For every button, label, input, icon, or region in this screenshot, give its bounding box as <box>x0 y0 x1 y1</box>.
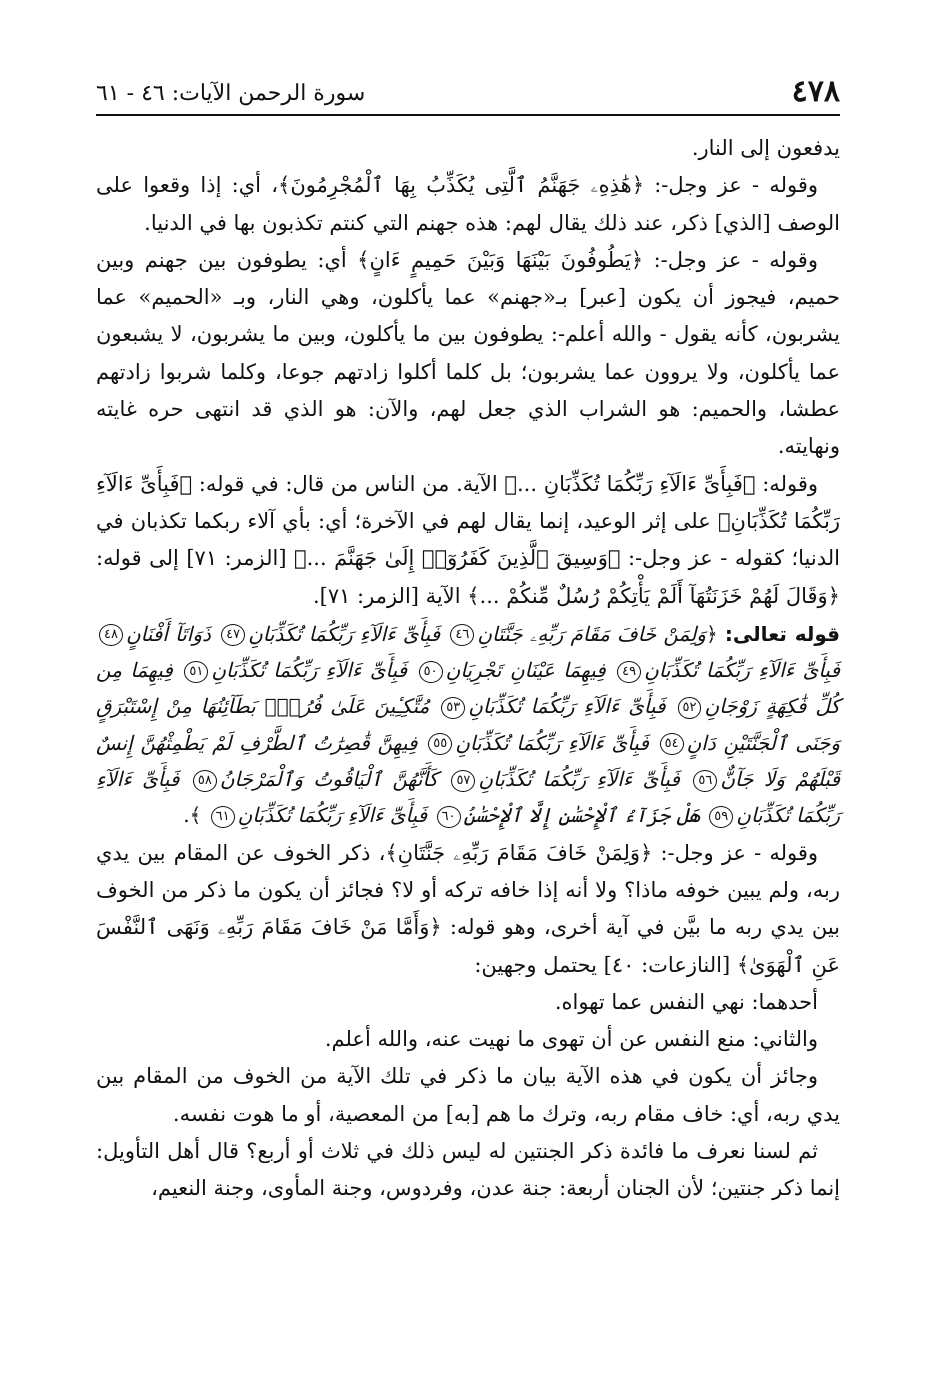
paragraph: أحدهما: نهي النفس عما تهواه. <box>554 989 818 1014</box>
verse-close-bracket: ﴾. <box>183 803 202 828</box>
verse-text: فَبِأَىِّ ءَالَآءِ رَبِّكُمَا تُكَذِّبَانِ <box>644 658 841 683</box>
verse-text: مُتَّكِـِٔينَ عَلَىٰ فُرُشٍۭ بَطَآئِنُهَا مِنْ إِسْتَبْرَقٍ وَجَنَى ٱلْجَنَّتَيْنِ دَانٍ <box>96 694 841 755</box>
verse-open-bracket: ﴿ <box>705 621 718 646</box>
quran-verses-block <box>96 616 840 834</box>
verse-text: فَبِأَىِّ ءَالَآءِ رَبِّكُمَا تُكَذِّبَانِ <box>468 694 666 719</box>
paragraph: وجائز أن يكون في هذه الآية بيان ما ذكر في تلك الآية من الخوف من المقام بين يدي ربه، أي: خاف مقام ربه، وترك ما هم [به] من المعصية، أو ما هوت نفسه. <box>96 1064 840 1126</box>
verse-number-badge: ٥٢ <box>678 697 702 719</box>
verse-number-badge: ٥٤ <box>660 733 684 755</box>
verse-number-badge: ٥٠ <box>419 661 443 683</box>
verse-number-badge: ٥٩ <box>709 806 733 828</box>
verse-number-badge: ٤٧ <box>221 624 245 646</box>
surah-title: سورة الرحمن الآيات: ٤٦ - ٦١ <box>96 81 366 106</box>
verse-number-badge: ٥٧ <box>451 770 475 792</box>
verse-lead-label: قوله تعالى: <box>724 621 841 646</box>
verse-text: فِيهِمَا عَيْنَانِ تَجْرِيَانِ <box>445 658 606 683</box>
page-number: ٤٧٨ <box>791 74 840 109</box>
verse-text: فَبِأَىِّ ءَالَآءِ رَبِّكُمَا تُكَذِّبَانِ <box>248 621 441 646</box>
paragraph: ثم لسنا نعرف ما فائدة ذكر الجنتين له ليس ذلك في ثلاث أو أربع؟ قال أهل التأويل: إنما ذكر جنتين؛ لأن الجنان أربعة: جنة عدن، وفردوس، وجنة المأوى، وجنة النعيم، <box>96 1139 840 1201</box>
verse-number-badge: ٦٠ <box>437 806 461 828</box>
page-body <box>96 130 840 1208</box>
verse-number-badge: ٤٨ <box>99 624 123 646</box>
verse-number-badge: ٥٣ <box>441 697 465 719</box>
verse-text: فِيهِنَّ قَٰصِرَٰتُ ٱلطَّرْفِ لَمْ يَطْمِثْهُنَّ إِنسٌ قَبْلَهُمْ وَلَا جَآنٌّ <box>96 730 841 792</box>
verse-number-badge: ٥٦ <box>693 770 717 792</box>
verse-text: فَبِأَىِّ ءَالَآءِ رَبِّكُمَا تُكَذِّبَانِ <box>211 658 408 683</box>
paragraph: والثاني: منع النفس عن أن تهوى ما نهيت عنه، والله أعلم. <box>324 1027 818 1052</box>
verse-text: وَلِمَنْ خَافَ مَقَامَ رَبِّهِۦ جَنَّتَانِ <box>477 621 706 646</box>
verse-number-badge: ٤٦ <box>450 624 474 646</box>
verse-text: فَبِأَىِّ ءَالَآءِ رَبِّكُمَا تُكَذِّبَانِ <box>478 767 680 792</box>
verse-number-badge: ٤٩ <box>617 661 641 683</box>
verse-text: فِيهِمَا مِن كُلِّ فَٰكِهَةٍ زَوْجَانِ <box>96 658 841 719</box>
page-header <box>96 62 840 112</box>
verse-text: فَبِأَىِّ ءَالَآءِ رَبِّكُمَا تُكَذِّبَانِ <box>455 730 649 755</box>
header-rule <box>96 114 840 116</box>
verse-text: فَبِأَىِّ ءَالَآءِ رَبِّكُمَا تُكَذِّبَانِ <box>96 767 840 828</box>
paragraph: يدفعون إلى النار. <box>691 136 840 160</box>
verse-text: ذَوَاتَآ أَفْنَانٍ <box>125 621 211 646</box>
paragraph: وقوله - عز وجل-: ﴿هَٰذِهِۦ جَهَنَّمُ ٱلَّتِى يُكَذِّبُ بِهَا ٱلْمُجْرِمُونَ﴾، أي: إذا وقعوا على الوصف [الذي] ذكر، عند ذلك يقال لهم: هذه جهنم التي كنتم تكذبون بها في الدنيا. <box>96 173 840 235</box>
verse-number-badge: ٦١ <box>211 806 235 828</box>
paragraph: وقوله - عز وجل-: ﴿وَلِمَنْ خَافَ مَقَامَ رَبِّهِۦ جَنَّتَانِ﴾، ذكر الخوف عن المقام بين يدي ربه، ولم يبين خوفه ماذا؟ ولا أنه إذا خافه تركه أو لا؟ فجائز أن يكون ما ذكر من الخوف بين يدي ربه ما بيَّن في آية أخرى، وهو قوله: ﴿وَأَمَّا مَنْ خَافَ مَقَامَ رَبِّهِۦ وَنَهَى ٱلنَّفْسَ عَنِ ٱلْهَوَىٰ﴾ [النازعات: ٤٠] يحتمل وجهين: <box>96 840 840 977</box>
verse-text: فَبِأَىِّ ءَالَآءِ رَبِّكُمَا تُكَذِّبَانِ <box>237 803 428 828</box>
verse-number-badge: ٥١ <box>184 661 208 683</box>
verse-text: كَأَنَّهُنَّ ٱلْيَاقُوتُ وَٱلْمَرْجَانُ <box>219 767 439 792</box>
paragraph: وقوله: ﴿فَبِأَىِّ ءَالَآءِ رَبِّكُمَا تُكَذِّبَانِ ...﴾ الآية. من الناس من قال: في قوله: ﴿فَبِأَىِّ ءَالَآءِ رَبِّكُمَا تُكَذِّبَانِ﴾ على إثر الوعيد، إنما يقال لهم في الآخرة؛ أي: بأي آلاء ربكما تكذبان في الدنيا؛ كقوله - عز وجل-: ﴿وَسِيقَ ٱلَّذِينَ كَفَرُوٓا۟ إِلَىٰ جَهَنَّمَ ...﴾ [الزمر: ٧١] إلى قوله: ﴿وَقَالَ لَهُمْ خَزَنَتُهَآ أَلَمْ يَأْتِكُمْ رُسُلٌ مِّنكُمْ ...﴾ الآية [الزمر: ٧١]. <box>96 471 840 608</box>
paragraph: وقوله - عز وجل-: ﴿يَطُوفُونَ بَيْنَهَا وَبَيْنَ حَمِيمٍ ءَانٍ﴾ أي: يطوفون بين جهنم وبين حميم، فيجوز أن يكون [عبر] بـ«جهنم» عما يأكلون، وهي النار، وبـ «الحميم» عما يشربون، كأنه يقول - والله أعلم-: يطوفون بين ما يأكلون، وبين ما يشربون، لا يشبعون عما يأكلون، ولا يروون عما يشربون؛ بل كلما أكلوا زادتهم جوعا، وكلما شربوا زادتهم عطشا، والحميم: هو الشراب الذي جعل لهم، والآن: هو الذي قد انتهى حره غايته ونهايته. <box>96 247 840 459</box>
verse-number-badge: ٥٨ <box>193 770 217 792</box>
verse-text: هَلْ جَزَآءُ ٱلْإِحْسَٰنِ إِلَّا ٱلْإِحْسَٰنُ <box>463 803 700 828</box>
verse-number-badge: ٥٥ <box>428 733 452 755</box>
